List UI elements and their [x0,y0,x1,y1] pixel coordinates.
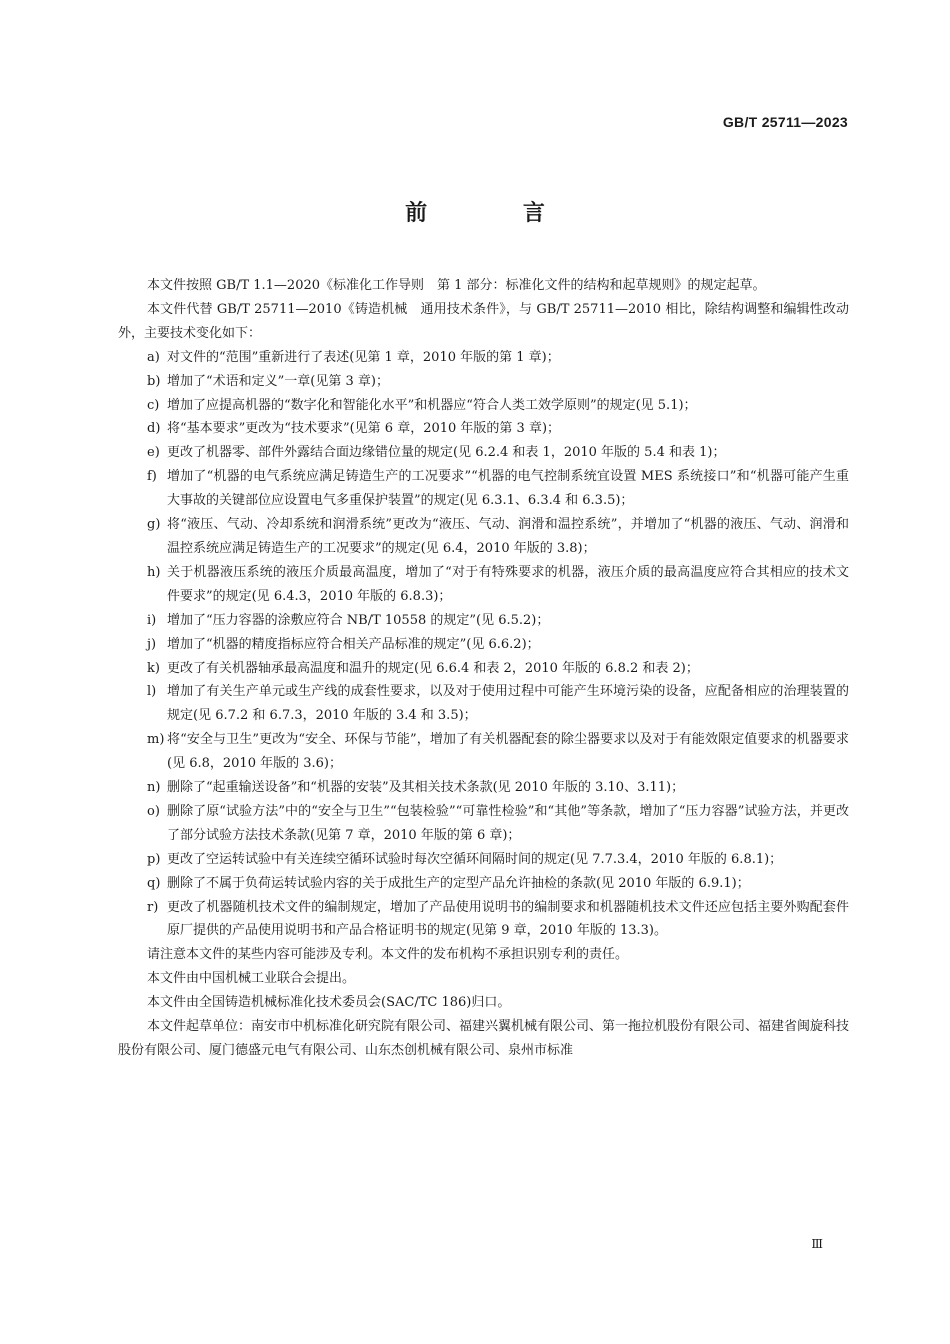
item-label: h) [147,564,161,580]
item-text: 增加了“机器的电气系统应满足铸造生产的工况要求”“机器的电气控制系统宜设置 MES 系统接口”和“机器可能产生重大事故的关键部位应设置电气多重保护装置”的规定(见 6.3.1、6.3.4 和 6.3.5)； [167,469,849,509]
item-label: q) [147,875,161,891]
item-label: d) [147,421,161,437]
item-text: 增加了应提高机器的“数字化和智能化水平”和机器应“符合人类工效学原则”的规定(见 5.1)； [167,397,697,413]
item-label: i) [147,612,157,628]
change-item [118,417,849,441]
change-item [118,800,849,848]
item-label: c) [147,397,160,413]
item-text: 将“液压、气动、冷却系统和润滑系统”更改为“液压、气动、润滑和温控系统”，并增加了“机器的液压、气动、润滑和温控系统应满足铸造生产的工况要求”的规定(见 6.4，2010 年版的 3.8)； [167,517,849,556]
item-text: 删除了原“试验方法”中的“安全与卫生”“包装检验”“可靠性检验”和“其他”等条款，增加了“压力容器”试验方法，并更改了部分试验方法技术条款(见第 7 章，2010 年版的第 6 章)； [167,803,849,843]
change-item [118,680,849,728]
item-text: 将“基本要求”更改为“技术要求”(见第 6 章，2010 年版的第 3 章)； [167,421,561,437]
change-item [118,896,849,944]
item-text: 更改了机器零、部件外露结合面边缘错位量的规定(见 6.2.4 和表 1，2010 年版的 5.4 和表 1)； [167,445,726,461]
item-label: a) [147,349,160,365]
item-label: l) [147,684,157,700]
change-item [118,561,849,609]
item-text: 更改了机器随机技术文件的编制规定，增加了产品使用说明书的编制要求和机器随机技术文件还应包括主要外购配套件原厂提供的产品使用说明书和产品合格证明书的规定(见第 9 章，2010 年版的 13.3)。 [167,899,849,939]
change-item [118,465,849,513]
change-item [118,633,849,657]
change-item [118,441,849,465]
change-item [118,370,849,394]
change-item [118,609,849,633]
item-label: j) [147,636,157,652]
page-number: Ⅲ [811,1237,823,1251]
item-text: 对文件的“范围”重新进行了表述(见第 1 章，2010 年版的第 1 章)； [167,349,560,365]
change-item [118,728,849,776]
closing-paragraph: 请注意本文件的某些内容可能涉及专利。本文件的发布机构不承担识别专利的责任。 [147,947,629,963]
closing-paragraph: 本文件由中国机械工业联合会提出。 [147,971,356,987]
intro-paragraph: 本文件按照 GB/T 1.1—2020《标准化工作导则 第 1 部分：标准化文件的结构和起草规则》的规定起草。 [147,278,766,293]
change-item [118,776,849,800]
item-text: 增加了“机器的精度指标应符合相关产品标准的规定”(见 6.6.2)； [167,636,540,652]
intro-paragraph: 本文件代替 GB/T 25711—2010《铸造机械 通用技术条件》，与 GB/T 25711—2010 相比，除结构调整和编辑性改动外，主要技术变化如下： [118,301,849,341]
item-label: n) [147,780,161,796]
item-label: g) [147,517,161,533]
page-title: 前 言 [405,201,589,226]
document-body [118,274,849,1063]
drafting-units-paragraph: 本文件起草单位：南安市中机标准化研究院有限公司、福建兴翼机械有限公司、第一拖拉机股份有限公司、福建省闽旋科技股份有限公司、厦门德盛元电气有限公司、山东杰创机械有限公司、泉州市标准 [118,1019,850,1058]
item-label: f) [147,469,157,485]
item-label: m) [147,732,165,748]
item-text: 增加了“术语和定义”一章(见第 3 章)； [167,373,389,389]
change-item [118,513,849,561]
item-label: k) [147,660,160,676]
change-item [118,657,849,681]
item-text: 删除了“起重输送设备”和“机器的安装”及其相关技术条款(见 2010 年版的 3.10、3.11)； [167,780,685,796]
change-item [118,346,849,370]
item-label: e) [147,445,160,461]
item-text: 增加了“压力容器的涂敷应符合 NB/T 10558 的规定”(见 6.5.2)； [167,612,550,628]
item-label: b) [147,373,161,389]
item-text: 增加了有关生产单元或生产线的成套性要求，以及对于使用过程中可能产生环境污染的设备，应配备相应的治理装置的规定(见 6.7.2 和 6.7.3，2010 年版的 3.4 和 3.5)； [167,684,849,724]
item-label: r) [147,899,159,915]
change-item [118,872,849,896]
item-text: 将“安全与卫生”更改为“安全、环保与节能”，增加了有关机器配套的除尘器要求以及对于有能效限定值要求的机器要求(见 6.8，2010 年版的 3.6)； [167,732,849,772]
item-text: 更改了空运转试验中有关连续空循环试验时每次空循环间隔时间的规定(见 7.7.3.4，2010 年版的 6.8.1)； [167,851,783,867]
standard-code: GB/T 25711—2023 [722,114,848,130]
closing-paragraph: 本文件由全国铸造机械标准化技术委员会(SAC/TC 186)归口。 [147,995,511,1011]
item-text: 删除了不属于负荷运转试验内容的关于成批生产的定型产品允许抽检的条款(见 2010 年版的 6.9.1)； [167,875,750,891]
item-label: p) [147,851,161,867]
item-label: o) [147,803,160,819]
item-text: 关于机器液压系统的液压介质最高温度，增加了“对于有特殊要求的机器，液压介质的最高温度应符合其相应的技术文件要求”的规定(见 6.4.3，2010 年版的 6.8.3)； [167,564,849,604]
item-text: 更改了有关机器轴承最高温度和温升的规定(见 6.6.4 和表 2，2010 年版的 6.8.2 和表 2)； [167,660,699,676]
change-item [118,394,849,418]
change-item [118,848,849,872]
